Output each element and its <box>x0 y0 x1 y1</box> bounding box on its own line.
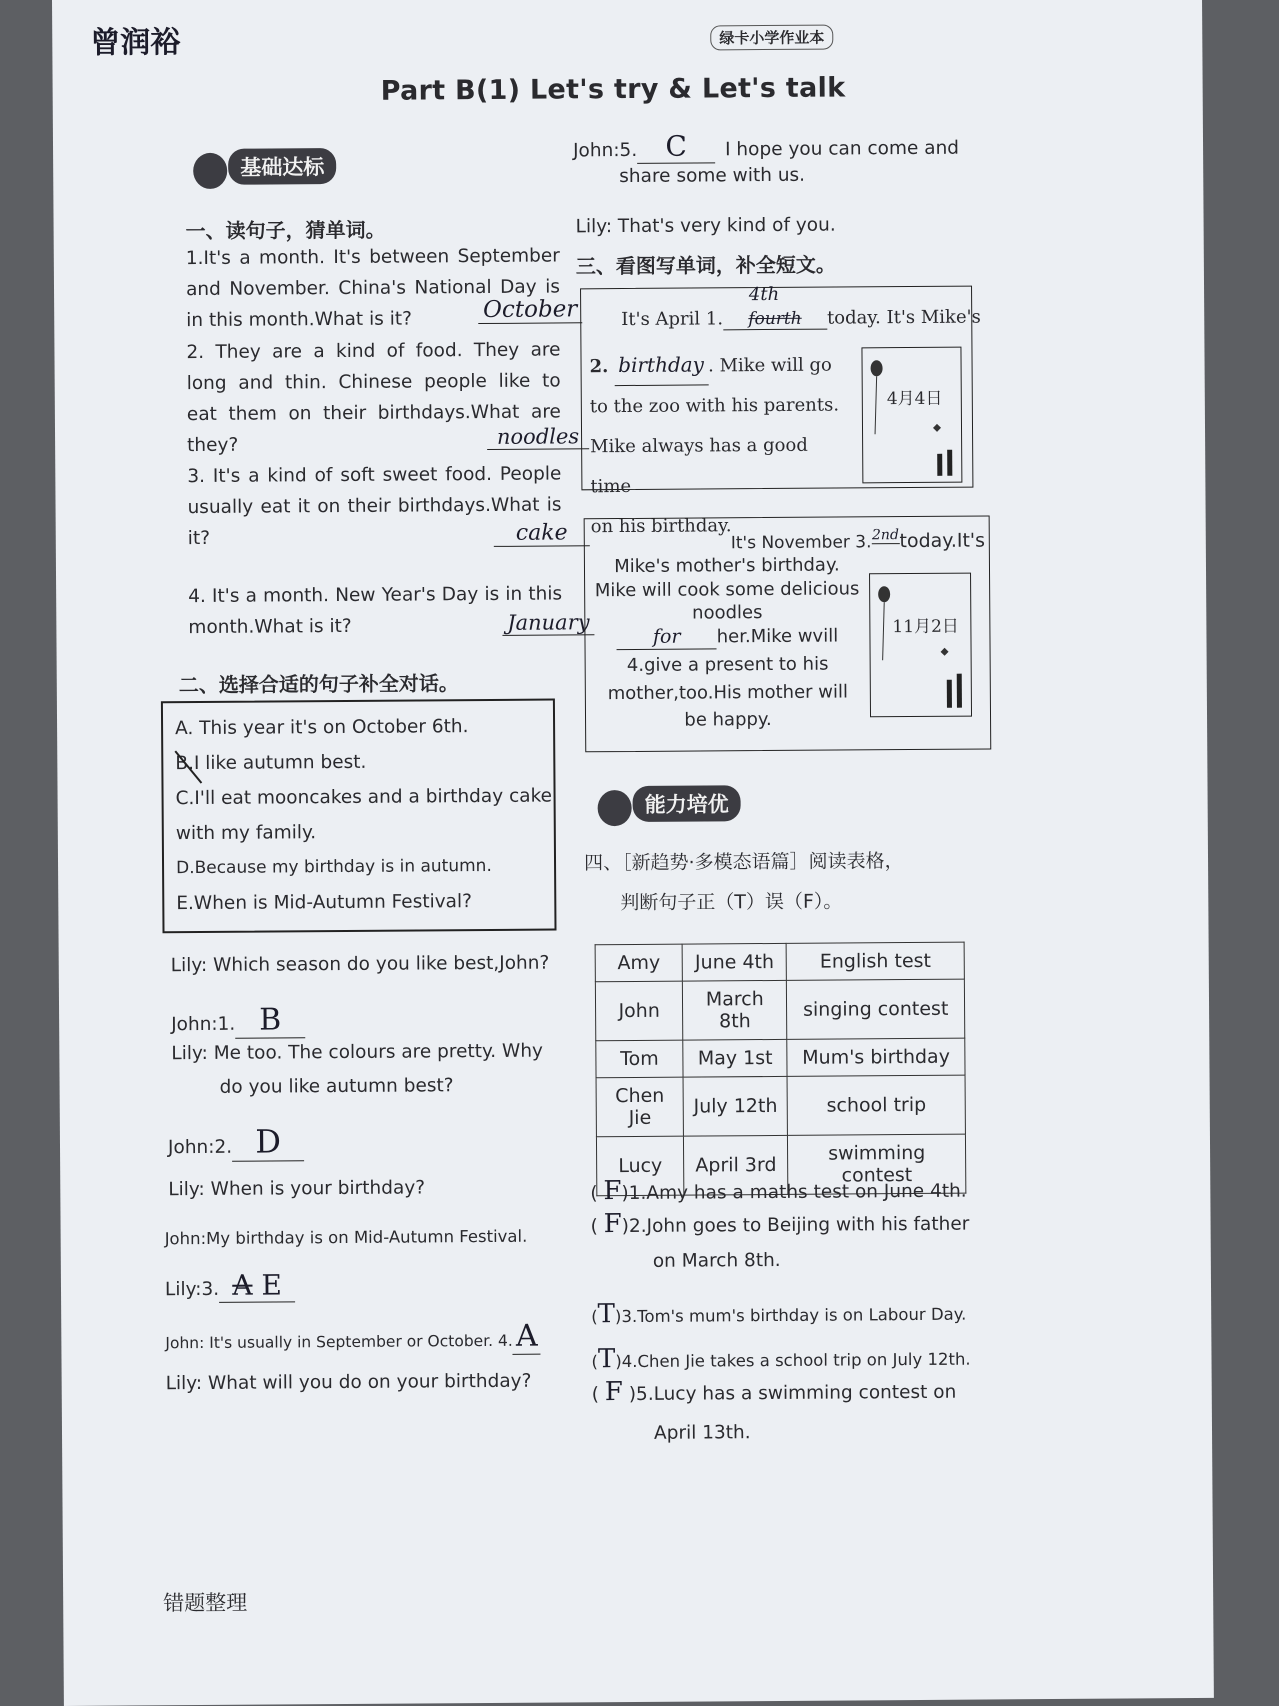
dialogue-line-2 <box>171 1002 305 1039</box>
tf-text-4: )4.Chen Jie takes a school trip on July 12th. <box>615 1349 971 1372</box>
mistake-review-label: 错题整理 <box>163 1590 248 1616</box>
table-cell: swimming contest <box>788 1134 966 1194</box>
badge-advanced-label: 能力培优 <box>633 785 741 822</box>
question-3-text: 3. It's a kind of soft sweet food. People usually eat it on their birthdays.What is it? <box>187 463 562 550</box>
answer-1: October <box>478 296 582 324</box>
passage-2-text-2: today.It's <box>899 529 986 553</box>
tf-item-1: ( F)1.Amy has a maths test on June 4th. <box>590 1176 967 1207</box>
tf-text-3: )3.Tom's mum's birthday is on Labour Day. <box>614 1304 967 1327</box>
table-cell: English test <box>786 942 964 980</box>
pencil-slash-mark <box>171 747 207 787</box>
tf-text-5: )5.Lucy has a swimming contest on <box>628 1381 957 1406</box>
options-box <box>161 699 557 934</box>
passage-2-text-5: noodles <box>692 602 763 624</box>
dialogue-answer-2: D <box>232 1122 304 1162</box>
calendar-card-1 <box>861 347 962 484</box>
tf-item-5: ( F )5.Lucy has a swimming contest on <box>591 1377 957 1408</box>
dialogue-answer-4: A <box>513 1319 541 1355</box>
option-b: B.I like autumn best. <box>175 751 367 775</box>
tf-mark-4: T <box>597 1344 616 1375</box>
passage-2-text-9: be happy. <box>684 708 772 731</box>
worksheet-paper <box>52 0 1214 1706</box>
mascot-icon <box>193 152 227 188</box>
dialogue-line-3b: do you like autumn best? <box>219 1075 454 1098</box>
table-cell: April 3rd <box>684 1135 788 1195</box>
table-cell: Amy <box>595 944 683 982</box>
passage-1-text-2: today. It's Mike's <box>826 306 981 329</box>
dialogue-answer-1: B <box>235 1002 305 1038</box>
passage-1-text-4: to the zoo with his parents. <box>589 394 840 418</box>
passage-1-answer-1: 4th <box>748 283 780 306</box>
table-cell: John <box>595 981 683 1041</box>
passage-2-text-1: It's November 3. <box>730 532 872 554</box>
balloon-candle-icon <box>866 354 957 479</box>
table-cell: Tom <box>596 1040 684 1078</box>
tf-mark-3: T <box>597 1299 616 1330</box>
answer-2: noodles <box>487 424 589 450</box>
dialogue-answer-3-final: E <box>261 1268 282 1302</box>
dialogue-line-6: John:My birthday is on Mid-Autumn Festival. <box>164 1226 528 1249</box>
answer-4: January <box>502 610 594 636</box>
dialogue-line-9: Lily: What will you do on your birthday? <box>165 1370 532 1395</box>
calendar-2-date: 11月2日 <box>892 616 959 638</box>
tf-item-4: (T)4.Chen Jie takes a school trip on July 12th. <box>591 1344 971 1375</box>
option-d: D.Because my birthday is in autumn. <box>175 855 492 879</box>
passage-2-text-8: mother,too.His mother will <box>607 680 849 704</box>
passage-1-text-3: . Mike will go <box>708 354 832 377</box>
answer-3: cake <box>494 520 590 547</box>
passage-2-answer-3: 2nd <box>871 527 899 544</box>
dialogue-line-8-text: John: It's usually in September or October. 4. <box>165 1331 513 1353</box>
table-row <box>596 1075 965 1137</box>
handwritten-name: 曾润裕 <box>90 25 181 61</box>
dialogue-line-4-text: John:2. <box>167 1136 233 1159</box>
table-cell: Chen Jie <box>596 1077 684 1137</box>
table-row <box>596 1038 965 1078</box>
passage-1-text-1: It's April 1. <box>621 308 724 331</box>
dialogue-answer-3 <box>219 1268 295 1303</box>
dialogue-line-10b: I hope you can come and <box>724 137 960 161</box>
schedule-table-body <box>595 942 966 1196</box>
tf-mark-1: F <box>603 1176 622 1207</box>
publisher-label: 绿卡小学作业本 <box>710 25 833 51</box>
passage-2-text-6: her.Mike wvill <box>716 625 839 647</box>
table-cell: June 4th <box>682 943 786 981</box>
section2-heading: 二、选择合适的句子补全对话。 <box>178 671 459 698</box>
option-a: A. This year it's on October 6th. <box>175 716 469 740</box>
question-4-text: 4. It's a month. New Year's Day is in this month.What is it? <box>188 583 563 639</box>
tf-mark-2: F <box>603 1209 622 1240</box>
options-list <box>175 709 553 922</box>
option-c: C.I'll eat mooncakes and a birthday cake <box>175 785 553 810</box>
passage-2-text-4: Mike will cook some delicious <box>594 577 860 601</box>
table-row <box>595 942 964 982</box>
passage-2-text-7: 4.give a present to his <box>626 653 829 677</box>
dialogue-line-2-text: John:1. <box>171 1013 236 1036</box>
page-title: Part B(1) Let's try & Let's talk <box>380 72 846 107</box>
badge-basic-label: 基础达标 <box>228 148 336 185</box>
dialogue-line-3: Lily: Me too. The colours are pretty. Why <box>171 1040 544 1065</box>
passage-1-text-6: on his birthday. <box>590 515 732 538</box>
tf-text-1: )1.Amy has a maths test on June 4th. <box>621 1180 967 1205</box>
dialogue-line-7-text: Lily:3. <box>164 1278 220 1301</box>
passage-1-text-5: Mike always has a good time <box>590 434 808 498</box>
dialogue-line-5: Lily: When is your birthday? <box>168 1177 426 1201</box>
passage-2-answer-4: for <box>617 625 717 650</box>
tf-item-2: ( F)2.John goes to Beijing with his father <box>590 1209 970 1240</box>
balloon-candle-icon-2 <box>874 580 967 713</box>
table-cell: May 1st <box>683 1039 787 1077</box>
passage-2-box <box>584 515 992 752</box>
dialogue-line-8 <box>165 1319 541 1358</box>
table-cell: July 12th <box>683 1076 787 1136</box>
dialogue-line-7 <box>165 1268 295 1303</box>
passage-2-body <box>585 553 870 732</box>
dialogue-line-10c: share some with us. <box>619 164 806 188</box>
dialogue-answer-5: C <box>637 129 715 164</box>
table-cell: March 8th <box>683 980 787 1040</box>
dialogue-line-11: Lily: That's very kind of you. <box>575 214 836 238</box>
dialogue-line-10 <box>573 128 959 165</box>
table-cell: Mum's birthday <box>787 1038 965 1076</box>
tf-text-5b: April 13th. <box>653 1422 751 1444</box>
passage-1-number-2: 2. <box>589 356 609 378</box>
table-row <box>595 979 964 1041</box>
dialogue-answer-3-crossed: A <box>232 1268 253 1302</box>
table-cell: school trip <box>787 1075 965 1135</box>
tf-items <box>590 1173 992 1449</box>
advanced-badge <box>598 785 741 825</box>
question-1-text: 1.It's a month. It's between September and November. China's National Day is in this month.What is it? <box>185 245 561 332</box>
tf-text-2: )2.John goes to Beijing with his father <box>621 1213 970 1238</box>
option-e: E.When is Mid-Autumn Festival? <box>176 891 473 915</box>
mascot-icon-2 <box>598 789 632 825</box>
calendar-1-date: 4月4日 <box>886 388 943 410</box>
section4-heading-1: 四、［新趋势·多模态语篇］阅读表格， <box>583 850 904 875</box>
table-cell: Lucy <box>596 1136 684 1196</box>
passage-1-blank-1 <box>723 283 827 331</box>
section4-heading-2: 判断句子正（T）误（F）。 <box>620 890 843 915</box>
section3-heading: 三、看图写单词，补全短文。 <box>575 252 836 279</box>
passage-2-text-3: Mike's mother's birthday. <box>614 554 840 578</box>
tf-item-3: (T)3.Tom's mum's birthday is on Labour Day. <box>591 1299 967 1330</box>
passage-1-answer-2: birthday <box>614 344 708 386</box>
dialogue-line-1: Lily: Which season do you like best,John? <box>170 952 550 977</box>
dialogue-line-10-text: John:5. <box>572 139 638 162</box>
question-2-text: 2. They are a kind of food. They are long and thin. Chinese people like to eat them on their birthdays.What are they? <box>186 339 561 457</box>
tf-mark-5: F <box>604 1377 623 1408</box>
basic-badge <box>193 148 336 188</box>
schedule-table <box>595 942 967 1197</box>
passage-1-crossed-word: fourth <box>748 308 802 330</box>
calendar-card-2 <box>869 573 972 718</box>
option-c-cont: with my family. <box>175 822 317 845</box>
passage-2-line-1 <box>731 526 985 553</box>
tf-text-2b: on March 8th. <box>652 1249 781 1272</box>
section1-heading: 一、读句子，猜单词。 <box>185 217 386 244</box>
dialogue-line-4 <box>168 1122 304 1162</box>
passage-1-line-1 <box>621 283 981 332</box>
table-cell: singing contest <box>787 979 965 1039</box>
